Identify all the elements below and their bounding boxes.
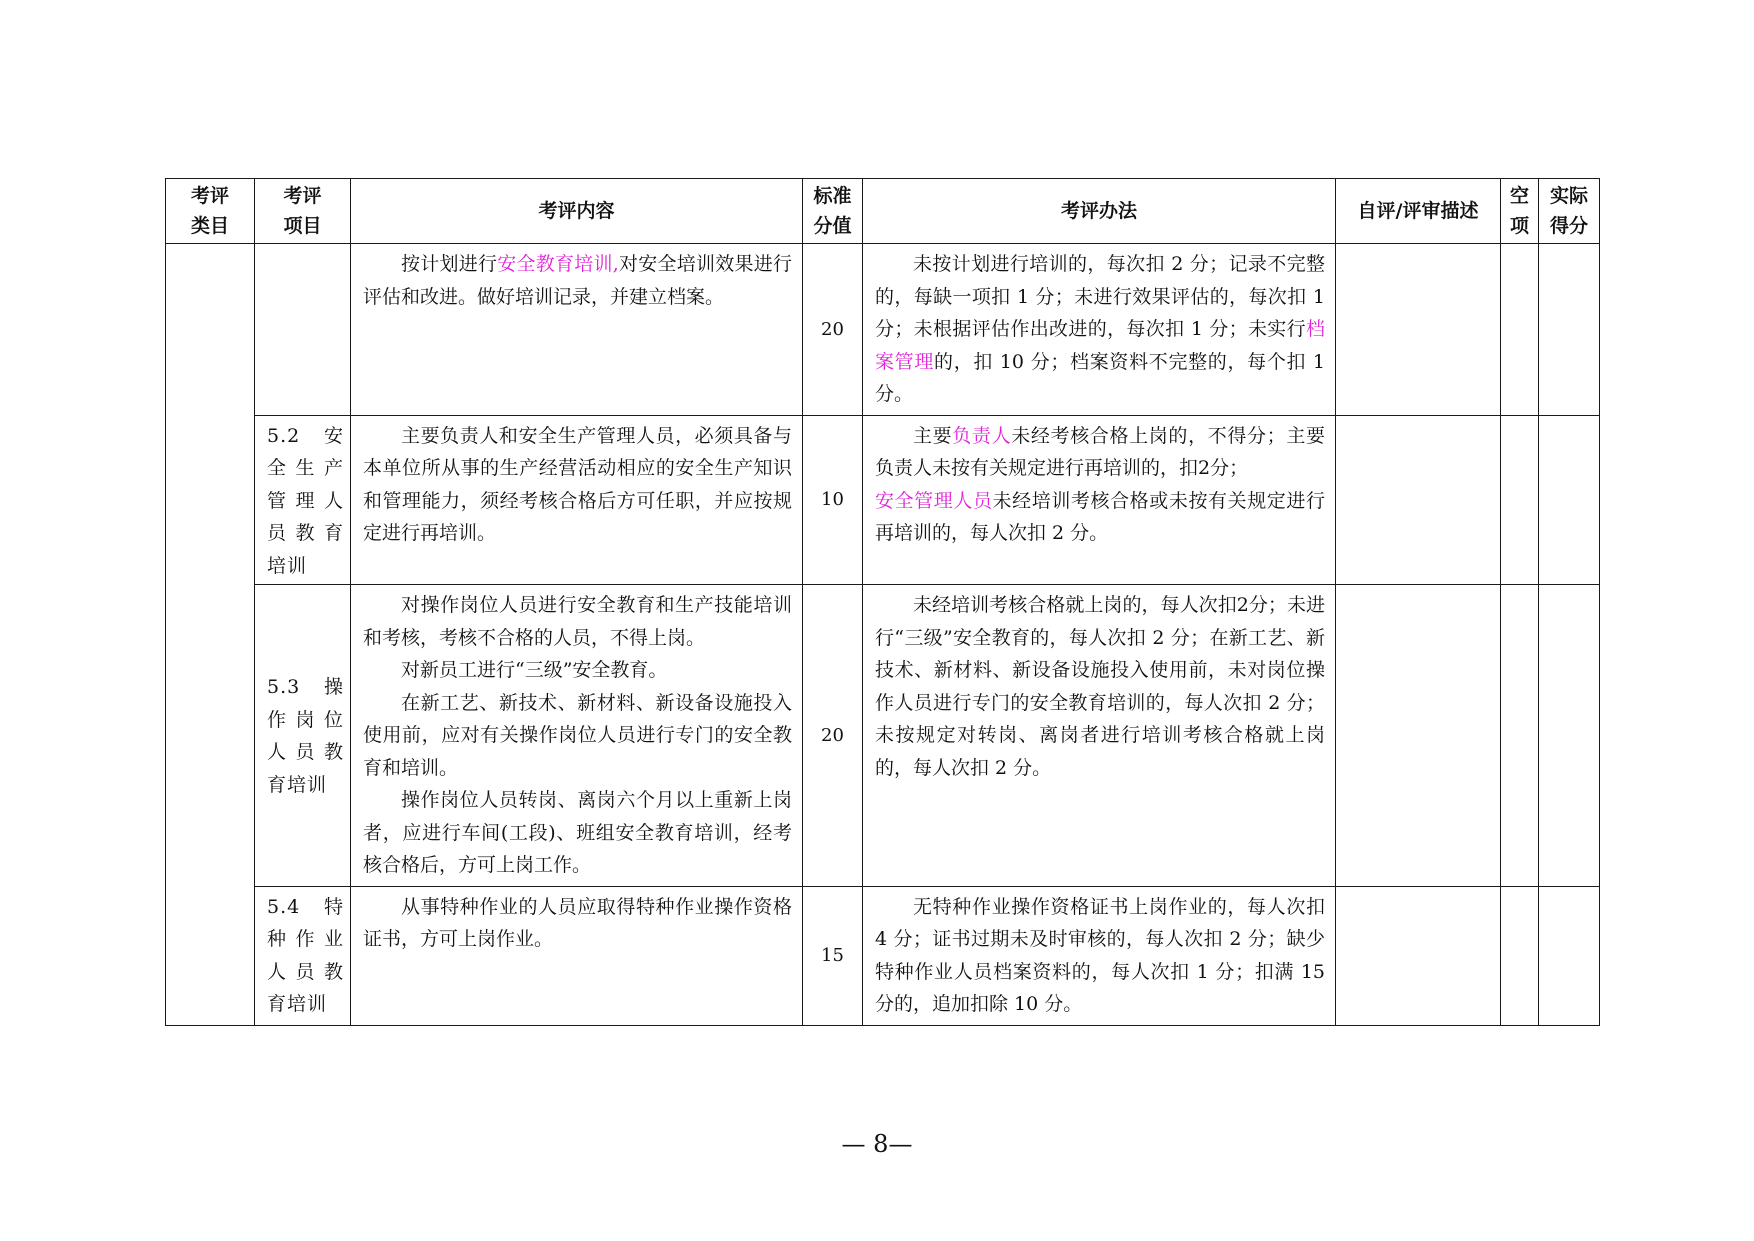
method-cell <box>863 415 1336 585</box>
header-empty: 空 项 <box>1501 179 1539 244</box>
item-cell: 5.4 特种作业人员教育培训 <box>255 886 351 1025</box>
content-paragraph: 主要负责人和安全生产管理人员，必须具备与本单位所从事的生产经营活动相应的安全生产知识和管理能力，须经考核合格后方可任职，并应按规定进行再培训。 <box>363 424 792 544</box>
method-cell <box>863 886 1336 1025</box>
highlighted-term: 安全管理人员 <box>875 489 993 512</box>
empty-cell[interactable] <box>1501 415 1539 585</box>
content-paragraph: 从事特种作业的人员应取得特种作业操作资格证书，方可上岗作业。 <box>363 895 792 950</box>
score-cell: 20 <box>803 585 863 887</box>
self-eval-cell[interactable] <box>1336 244 1501 416</box>
item-cell <box>255 244 351 416</box>
empty-cell[interactable] <box>1501 244 1539 416</box>
highlighted-term: 档案管理 <box>875 318 1325 373</box>
category-cell <box>166 244 255 1026</box>
header-actual: 实际 得分 <box>1539 179 1600 244</box>
method-paragraph: 无特种作业操作资格证书上岗作业的，每人次扣 4 分；证书过期未及时审核的，每人次扣 2 分；缺少特种作业人员档案资料的，每人次扣 1 分；扣满 15 分的，追加扣除 10 分。 <box>875 895 1325 1015</box>
score-cell: 10 <box>803 415 863 585</box>
method-cell <box>863 244 1336 416</box>
table-row <box>166 415 1600 585</box>
content-paragraph: 按计划进行安全教育培训,对安全培训效果进行评估和改进。做好培训记录，并建立档案。 <box>363 253 792 308</box>
content-cell <box>351 886 803 1025</box>
actual-score-cell[interactable] <box>1539 415 1600 585</box>
page-number: — 8— <box>841 1130 913 1158</box>
header-category: 考评 类目 <box>166 179 255 244</box>
empty-cell[interactable] <box>1501 585 1539 887</box>
content-paragraph: 对操作岗位人员进行安全教育和生产技能培训和考核，考核不合格的人员，不得上岗。 <box>363 594 792 649</box>
content-cell <box>351 415 803 585</box>
highlighted-term: 负责人 <box>952 424 1012 447</box>
actual-score-cell[interactable] <box>1539 244 1600 416</box>
actual-score-cell[interactable] <box>1539 585 1600 887</box>
item-cell: 5.2 安全生产管理人员教育培训 <box>255 415 351 585</box>
score-cell: 15 <box>803 886 863 1025</box>
score-cell: 20 <box>803 244 863 416</box>
content-cell <box>351 244 803 416</box>
table-row <box>166 585 1600 887</box>
method-paragraph: 未按计划进行培训的，每次扣 2 分；记录不完整的，每缺一项扣 1 分；未进行效果评估的，每次扣 1 分；未根据评估作出改进的，每次扣 1 分；未实行档案管理的，扣 10 分；档案资料不完整的，每个扣 1 分。 <box>875 253 1325 405</box>
table-row <box>166 244 1600 416</box>
header-row <box>166 179 1600 244</box>
self-eval-cell[interactable] <box>1336 886 1501 1025</box>
content-paragraph: 在新工艺、新技术、新材料、新设备设施投入使用前，应对有关操作岗位人员进行专门的安全教育和培训。 <box>363 691 792 779</box>
table-row <box>166 886 1600 1025</box>
actual-score-cell[interactable] <box>1539 886 1600 1025</box>
self-eval-cell[interactable] <box>1336 415 1501 585</box>
method-cell <box>863 585 1336 887</box>
content-paragraph: 对新员工进行“三级”安全教育。 <box>401 659 668 681</box>
header-method: 考评办法 <box>863 179 1336 244</box>
method-paragraph: 安全管理人员未经培训考核合格或未按有关规定进行再培训的，每人次扣 2 分。 <box>875 489 1325 544</box>
self-eval-cell[interactable] <box>1336 585 1501 887</box>
header-score: 标准 分值 <box>803 179 863 244</box>
highlighted-term: 安全教育培训, <box>497 253 619 275</box>
method-paragraph: 未经培训考核合格就上岗的，每人次扣2分；未进行“三级”安全教育的，每人次扣 2 分；在新工艺、新技术、新材料、新设备设施投入使用前，未对岗位操作人员进行专门的安全教育培训的，每人次扣 2 分；未按规定对转岗、离岗者进行培训考核合格就上岗的，每人次扣 2 分。 <box>875 594 1325 779</box>
header-content: 考评内容 <box>351 179 803 244</box>
empty-cell[interactable] <box>1501 886 1539 1025</box>
evaluation-table <box>165 178 1600 1026</box>
method-paragraph: 主要负责人未经考核合格上岗的，不得分；主要负责人未按有关规定进行再培训的，扣2分； <box>875 424 1325 479</box>
header-item: 考评 项目 <box>255 179 351 244</box>
header-self-eval: 自评/评审描述 <box>1336 179 1501 244</box>
content-paragraph: 操作岗位人员转岗、离岗六个月以上重新上岗者，应进行车间(工段)、班组安全教育培训，经考核合格后，方可上岗工作。 <box>363 789 792 876</box>
content-cell <box>351 585 803 887</box>
item-cell: 5.3 操作岗位人员教育培训 <box>255 585 351 887</box>
